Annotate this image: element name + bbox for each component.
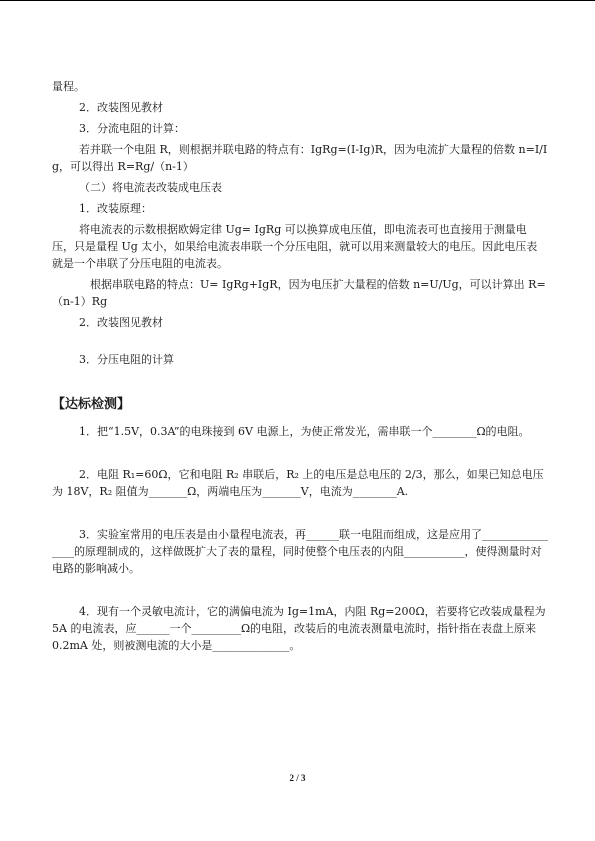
paragraph-principle bbox=[52, 221, 548, 272]
text-line-diagram-ref-2: 2．改装图见教材 bbox=[79, 316, 163, 329]
paragraph-series-formula bbox=[52, 276, 548, 310]
question-4 bbox=[52, 603, 548, 654]
question-1 bbox=[52, 423, 548, 440]
shunt-formula-text: 若并联一个电阻 R，则根据并联电路的特点有：IgRg=(I-Ig)R，因为电流扩大量程的倍数 n=I/Ig，可以得出 R=Rg/（n-1） bbox=[52, 143, 548, 173]
question-1-text: 1．把“1.5V，0.3A”的电珠接到 6V 电源上，为使正常发光，需串联一个________Ω的电阻。 bbox=[79, 425, 530, 438]
text-line-principle: 1．改装原理： bbox=[79, 202, 152, 215]
text-line-shunt-calc: 3．分流电阻的计算： bbox=[79, 122, 185, 135]
question-3-text: 3．实验室常用的电压表是由小量程电流表，再______联一电阻而组成，这是应用了________________的原理制成的，这样做既扩大了表的量程，同时使整个电压表的内阻___________，使得测量时对电路的影响减小。 bbox=[52, 528, 548, 575]
text-line-diagram-ref: 2．改装图见教材 bbox=[79, 101, 163, 114]
section-title: 【达标检测】 bbox=[52, 397, 131, 412]
question-4-text: 4．现有一个灵敏电流计，它的满偏电流为 Ig=1mA，内阻 Rg=200Ω，若要将它改装成量程为 5A 的电流表，应______一个_________Ω的电阻，改装后的电流表测量电流时，指针指在表盘上原来 0.2mA 处，则被测电流的大小是______________。 bbox=[52, 605, 546, 652]
page-top-border bbox=[0, 0, 595, 1]
subsection-voltmeter: （二）将电流表改装成电压表 bbox=[79, 181, 222, 194]
page-number: 2 / 3 bbox=[289, 773, 306, 783]
principle-text: 将电流表的示数根据欧姆定律 Ug= IgRg 可以换算成电压值，即电流表可也直接用于测量电压，只是量程 Ug 太小，如果给电流表串联一个分压电阻，就可以用来测量较大的电压。因此电压表就是一个串联了分压电阻的电流表。 bbox=[52, 223, 538, 270]
text-line-divider-calc: 3．分压电阻的计算 bbox=[79, 353, 174, 366]
question-2-text: 2．电阻 R₁=60Ω，它和电阻 R₂ 串联后，R₂ 上的电压是总电压的 2/3，那么，如果已知总电压为 18V，R₂ 阻值为_______Ω，两端电压为_______V，电流为________A. bbox=[52, 468, 544, 498]
paragraph-shunt-formula bbox=[52, 141, 548, 175]
question-3 bbox=[52, 526, 548, 577]
question-2 bbox=[52, 466, 548, 500]
document-page bbox=[52, 78, 548, 654]
text-line-range: 量程。 bbox=[52, 80, 85, 93]
series-formula-text: 根据串联电路的特点：U= IgRg+IgR，因为电压扩大量程的倍数 n=U/Ug，可以计算出 R=（n-1）Rg bbox=[52, 278, 546, 308]
